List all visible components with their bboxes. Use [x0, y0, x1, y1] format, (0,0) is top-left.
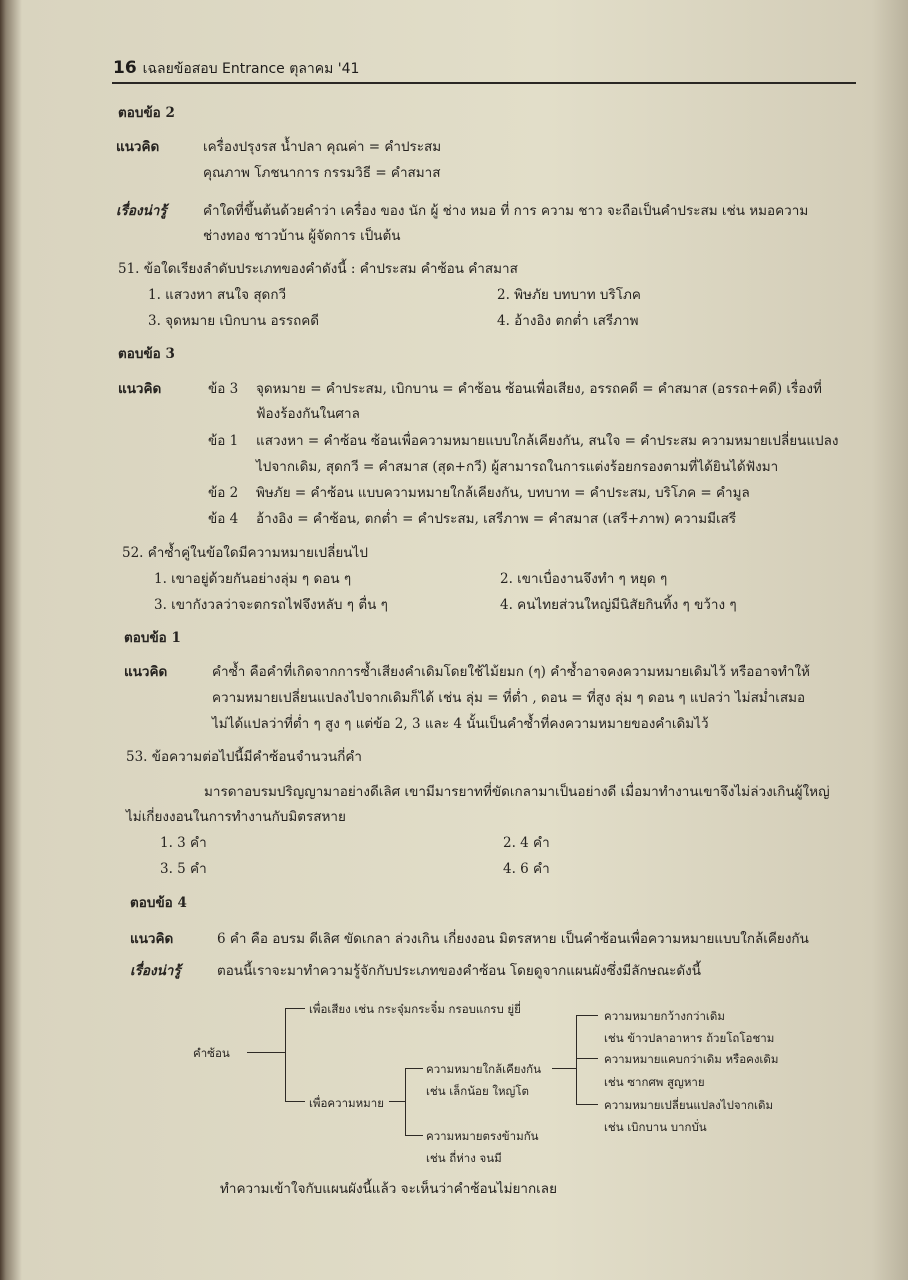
option: 1. เขาอยู่ด้วยกันอย่างลุ่ม ๆ ดอน ๆ [154, 571, 352, 587]
diagram-wider: ความหมายกว้างกว่าเดิม [604, 1009, 725, 1023]
explanation-line: พิษภัย = คำซ้อน แบบความหมายใกล้เคียงกัน, บทบาท = คำประสม, บริโภค = คำมูล [256, 485, 750, 501]
explanation-label: ข้อ 2 [208, 485, 239, 501]
option: 2. พิษภัย บทบาท บริโภค [497, 287, 641, 303]
diagram-wider-example: เช่น ข้าวปลาอาหาร ถ้วยโถโอชาม [604, 1031, 775, 1045]
concept-label: แนวคิด [124, 664, 168, 680]
header-title: เฉลยข้อสอบ Entrance ตุลาคม '41 [142, 61, 360, 77]
diagram-root: คำซ้อน [193, 1046, 230, 1060]
know-line: ช่างทอง ชาวบ้าน ผู้จัดการ เป็นต้น [203, 228, 401, 244]
connector [285, 1008, 305, 1009]
explanation-line: ไปจากเดิม, สุดกวี = คำสมาส (สุด+กวี) ผู้สามารถในการแต่งร้อยกรองตามที่ได้ยินได้ฟังมา [256, 459, 779, 475]
connector [576, 1015, 577, 1105]
connector [552, 1068, 576, 1069]
passage-line: ไม่เกี่ยงงอนในการทำงานกับมิตรสหาย [126, 809, 346, 825]
concept-label: แนวคิด [116, 139, 160, 155]
question-53: 53. ข้อความต่อไปนี้มีคำซ้อนจำนวนกี่คำ [126, 749, 362, 765]
concept-label: แนวคิด [118, 381, 162, 397]
connector [405, 1068, 406, 1136]
answer-label: ตอบข้อ 4 [130, 895, 187, 911]
connector [285, 1008, 286, 1102]
explanation-label: ข้อ 4 [208, 511, 239, 527]
option: 4. คนไทยส่วนใหญ่มีนิสัยกินทิ้ง ๆ ขว้าง ๆ [500, 597, 737, 613]
option: 2. 4 คำ [503, 835, 550, 851]
answer-label: ตอบข้อ 1 [124, 630, 181, 646]
diagram-meaning-branch: เพื่อความหมาย [309, 1096, 384, 1110]
diagram-narrower-example: เช่น ซากศพ สูญหาย [604, 1075, 705, 1089]
concept-label: แนวคิด [130, 931, 174, 947]
option: 2. เขาเบื่องานจึงทำ ๆ หยุด ๆ [500, 571, 668, 587]
diagram-sound-branch: เพื่อเสียง เช่น กระจุ๋มกระจิ๋ม กรอบแกรบ ยู่ยี่ [309, 1002, 521, 1016]
connector [405, 1068, 423, 1069]
connector [405, 1135, 423, 1136]
concept-line: ความหมายเปลี่ยนแปลงไปจากเดิมก็ได้ เช่น ลุ่ม = ที่ต่ำ , ดอน = ที่สูง ลุ่ม ๆ ดอน ๆ แปลว่า ไม่สม่ำเสมอ [212, 690, 806, 706]
know-line: คำใดที่ขึ้นต้นด้วยคำว่า เครื่อง ของ นัก ผู้ ช่าง หมอ ที่ การ ความ ชาว จะถือเป็นคำประสม เช่น หมอความ [203, 203, 809, 219]
closing-line: ทำความเข้าใจกับแผนผังนี้แล้ว จะเห็นว่าคำซ้อนไม่ยากเลย [220, 1181, 557, 1197]
option: 1. แสวงหา สนใจ สุดกวี [148, 287, 287, 303]
explanation-line: จุดหมาย = คำประสม, เบิกบาน = คำซ้อน ซ้อนเพื่อเสียง, อรรถคดี = คำสมาส (อรรถ+คดี) เรื่องที่ [256, 381, 822, 397]
explanation-line: อ้างอิง = คำซ้อน, ตกต่ำ = คำประสม, เสรีภาพ = คำสมาส (เสรี+ภาพ) ความมีเสรี [256, 511, 737, 527]
page-number: 16 [113, 58, 137, 78]
connector [576, 1058, 598, 1059]
diagram-opposite: ความหมายตรงข้ามกัน [426, 1129, 539, 1143]
explanation-line: ฟ้องร้องกันในศาล [256, 406, 360, 422]
question-52: 52. คำซ้ำคู่ในข้อใดมีความหมายเปลี่ยนไป [122, 545, 368, 561]
know-label: เรื่องน่ารู้ [130, 963, 181, 979]
option: 3. 5 คำ [160, 861, 207, 877]
concept-line: คำซ้ำ คือคำที่เกิดจากการซ้ำเสียงคำเดิมโดยใช้ไม้ยมก (ๆ) คำซ้ำอาจคงความหมายเดิมไว้ หรืออาจทำให้ [212, 664, 810, 680]
option: 4. อ้างอิง ตกต่ำ เสรีภาพ [497, 313, 639, 329]
diagram-opposite-example: เช่น ถี่ห่าง จนมี [426, 1151, 502, 1165]
header-rule [112, 82, 856, 84]
diagram-narrower: ความหมายแคบกว่าเดิม หรือคงเดิม [604, 1052, 779, 1066]
concept-line: เครื่องปรุงรส น้ำปลา คุณค่า = คำประสม [203, 139, 442, 155]
diagram-similar: ความหมายใกล้เคียงกัน [426, 1062, 541, 1076]
connector [576, 1104, 598, 1105]
concept-line: 6 คำ คือ อบรม ดีเลิศ ขัดเกลา ล่วงเกิน เกี่ยงงอน มิตรสหาย เป็นคำซ้อนเพื่อความหมายแบบใกล้เคียงกัน [217, 931, 809, 947]
diagram-changed-example: เช่น เบิกบาน บากบั่น [604, 1120, 707, 1134]
concept-line: ไม่ได้แปลว่าที่ต่ำ ๆ สูง ๆ แต่ข้อ 2, 3 และ 4 นั้นเป็นคำซ้ำที่คงความหมายของคำเดิมไว้ [212, 716, 709, 732]
option: 1. 3 คำ [160, 835, 207, 851]
answer-label: ตอบข้อ 2 [118, 105, 175, 121]
diagram-changed: ความหมายเปลี่ยนแปลงไปจากเดิม [604, 1098, 774, 1112]
know-line: ตอนนี้เราจะมาทำความรู้จักกับประเภทของคำซ้อน โดยดูจากแผนผังซึ่งมีลักษณะดังนี้ [217, 963, 701, 979]
connector [247, 1052, 285, 1053]
answer-label: ตอบข้อ 3 [118, 346, 175, 362]
concept-line: คุณภาพ โภชนาการ กรรมวิธี = คำสมาส [203, 165, 441, 181]
question-51: 51. ข้อใดเรียงลำดับประเภทของคำดังนี้ : คำประสม คำซ้อน คำสมาส [118, 261, 518, 277]
connector [576, 1015, 598, 1016]
passage-line: มารดาอบรมปริญญามาอย่างดีเลิศ เขามีมารยาทที่ขัดเกลามาเป็นอย่างดี เมื่อมาทำงานเขาจึงไม่ล่วงเกินผู้ใหญ่ [204, 784, 830, 800]
page-header [113, 58, 359, 80]
connector [285, 1101, 305, 1102]
explanation-label: ข้อ 3 [208, 381, 239, 397]
option: 3. เขากังวลว่าจะตกรถไฟจึงหลับ ๆ ตื่น ๆ [154, 597, 388, 613]
know-label: เรื่องน่ารู้ [116, 203, 167, 219]
explanation-label: ข้อ 1 [208, 433, 239, 449]
explanation-line: แสวงหา = คำซ้อน ซ้อนเพื่อความหมายแบบใกล้เคียงกัน, สนใจ = คำประสม ความหมายเปลี่ยนแปลง [256, 433, 839, 449]
diagram-similar-example: เช่น เล็กน้อย ใหญ่โต [426, 1084, 529, 1098]
option: 3. จุดหมาย เบิกบาน อรรถคดี [148, 313, 320, 329]
connector [389, 1101, 405, 1102]
option: 4. 6 คำ [503, 861, 550, 877]
